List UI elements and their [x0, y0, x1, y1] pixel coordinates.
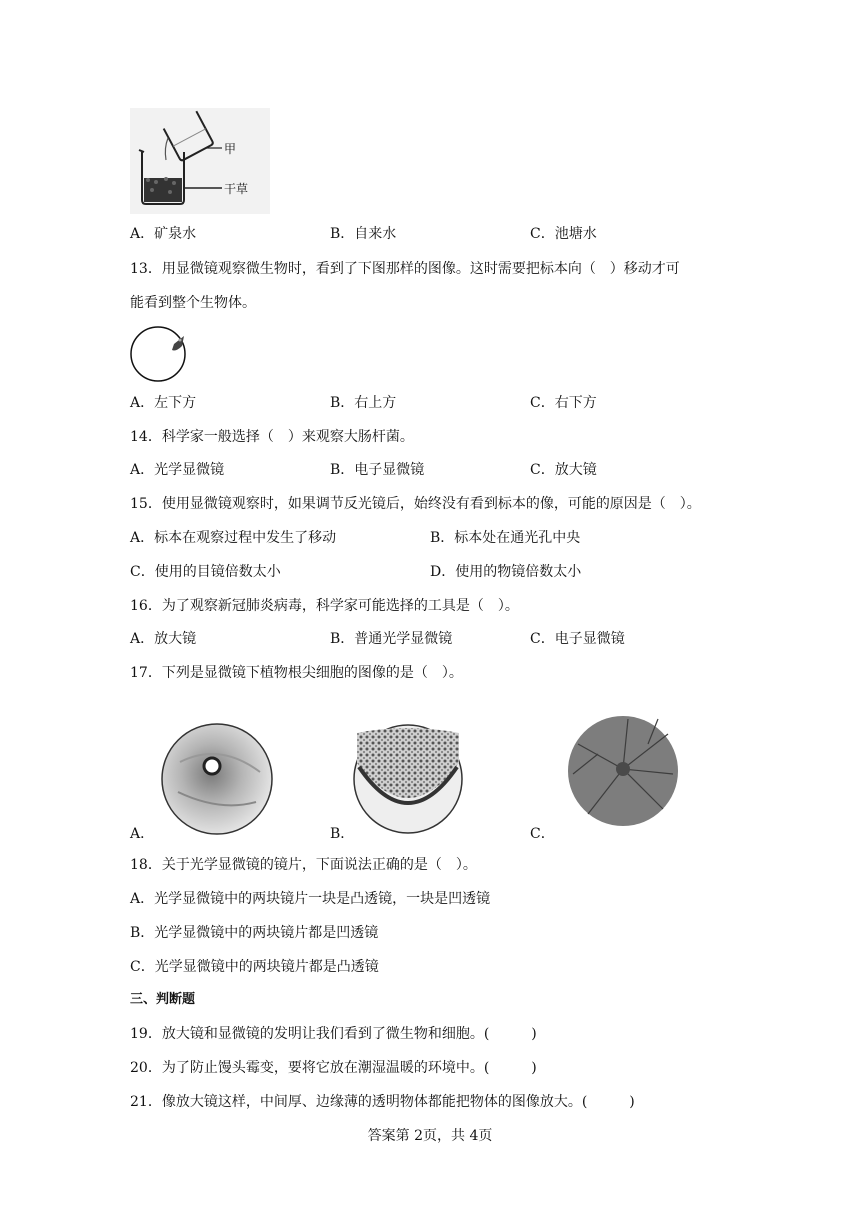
q16-option-b: B．普通光学显微镜	[330, 631, 453, 647]
cell-image-a	[160, 722, 274, 836]
q17-option-b: B．	[330, 826, 355, 842]
q13-option-b: B．右上方	[330, 395, 397, 411]
q15-text: 15．使用显微镜观察时，如果调节反光镜后，始终没有看到标本的像，可能的原因是（ ）。	[130, 496, 701, 512]
cell-image-c	[568, 714, 678, 828]
label-jia: 甲	[224, 142, 237, 156]
q16-option-a: A．放大镜	[130, 631, 197, 647]
q14-text: 14．科学家一般选择（ ）来观察大肠杆菌。	[130, 429, 414, 445]
q13-text-line2: 能看到整个生物体。	[130, 295, 256, 311]
q13-option-a: A．左下方	[130, 395, 197, 411]
q16-option-c: C．电子显微镜	[530, 631, 625, 647]
q15-option-b: B．标本处在通光孔中央	[430, 530, 581, 546]
section-title: 三、判断题	[130, 992, 196, 1007]
q14-option-b: B．电子显微镜	[330, 462, 425, 478]
microscope-view-figure	[128, 326, 190, 382]
q14-option-a: A．光学显微镜	[130, 462, 225, 478]
page-footer: 答案第 2页，共 4页	[367, 1128, 493, 1144]
q18-text: 18．关于光学显微镜的镜片，下面说法正确的是（ ）。	[130, 857, 477, 873]
q17-option-a: A．	[130, 826, 155, 842]
cell-image-b	[353, 723, 463, 835]
q15-option-a: A．标本在观察过程中发生了移动	[130, 530, 337, 546]
q13-option-c: C．右下方	[530, 395, 597, 411]
q20-text: 20．为了防止馒头霉变，要将它放在潮湿温暖的环境中。( )	[130, 1060, 537, 1076]
q12-option-c: C．池塘水	[530, 226, 597, 242]
q13-text-line1: 13．用显微镜观察微生物时，看到了下图那样的图像。这时需要把标本向（ ）移动才可	[130, 261, 680, 277]
q18-option-a: A．光学显微镜中的两块镜片一块是凸透镜，一块是凹透镜	[130, 891, 491, 907]
q17-text: 17．下列是显微镜下植物根尖细胞的图像的是（ ）。	[130, 665, 463, 681]
q21-text: 21．像放大镜这样，中间厚、边缘薄的透明物体都能把物体的图像放大。( )	[130, 1094, 635, 1110]
q19-text: 19．放大镜和显微镜的发明让我们看到了微生物和细胞。( )	[130, 1026, 537, 1042]
q12-option-a: A．矿泉水	[130, 226, 197, 242]
q17-option-c: C．	[530, 826, 555, 842]
label-gancao: 干草	[224, 182, 249, 196]
q15-option-d: D．使用的物镜倍数太小	[430, 564, 582, 580]
q18-option-c: C．光学显微镜中的两块镜片都是凸透镜	[130, 959, 379, 975]
beaker-figure	[130, 108, 270, 214]
q14-option-c: C．放大镜	[530, 462, 597, 478]
q12-option-b: B．自来水	[330, 226, 397, 242]
q16-text: 16．为了观察新冠肺炎病毒，科学家可能选择的工具是（ ）。	[130, 598, 519, 614]
q15-option-c: C．使用的目镜倍数太小	[130, 564, 281, 580]
q18-option-b: B．光学显微镜中的两块镜片都是凹透镜	[130, 925, 379, 941]
